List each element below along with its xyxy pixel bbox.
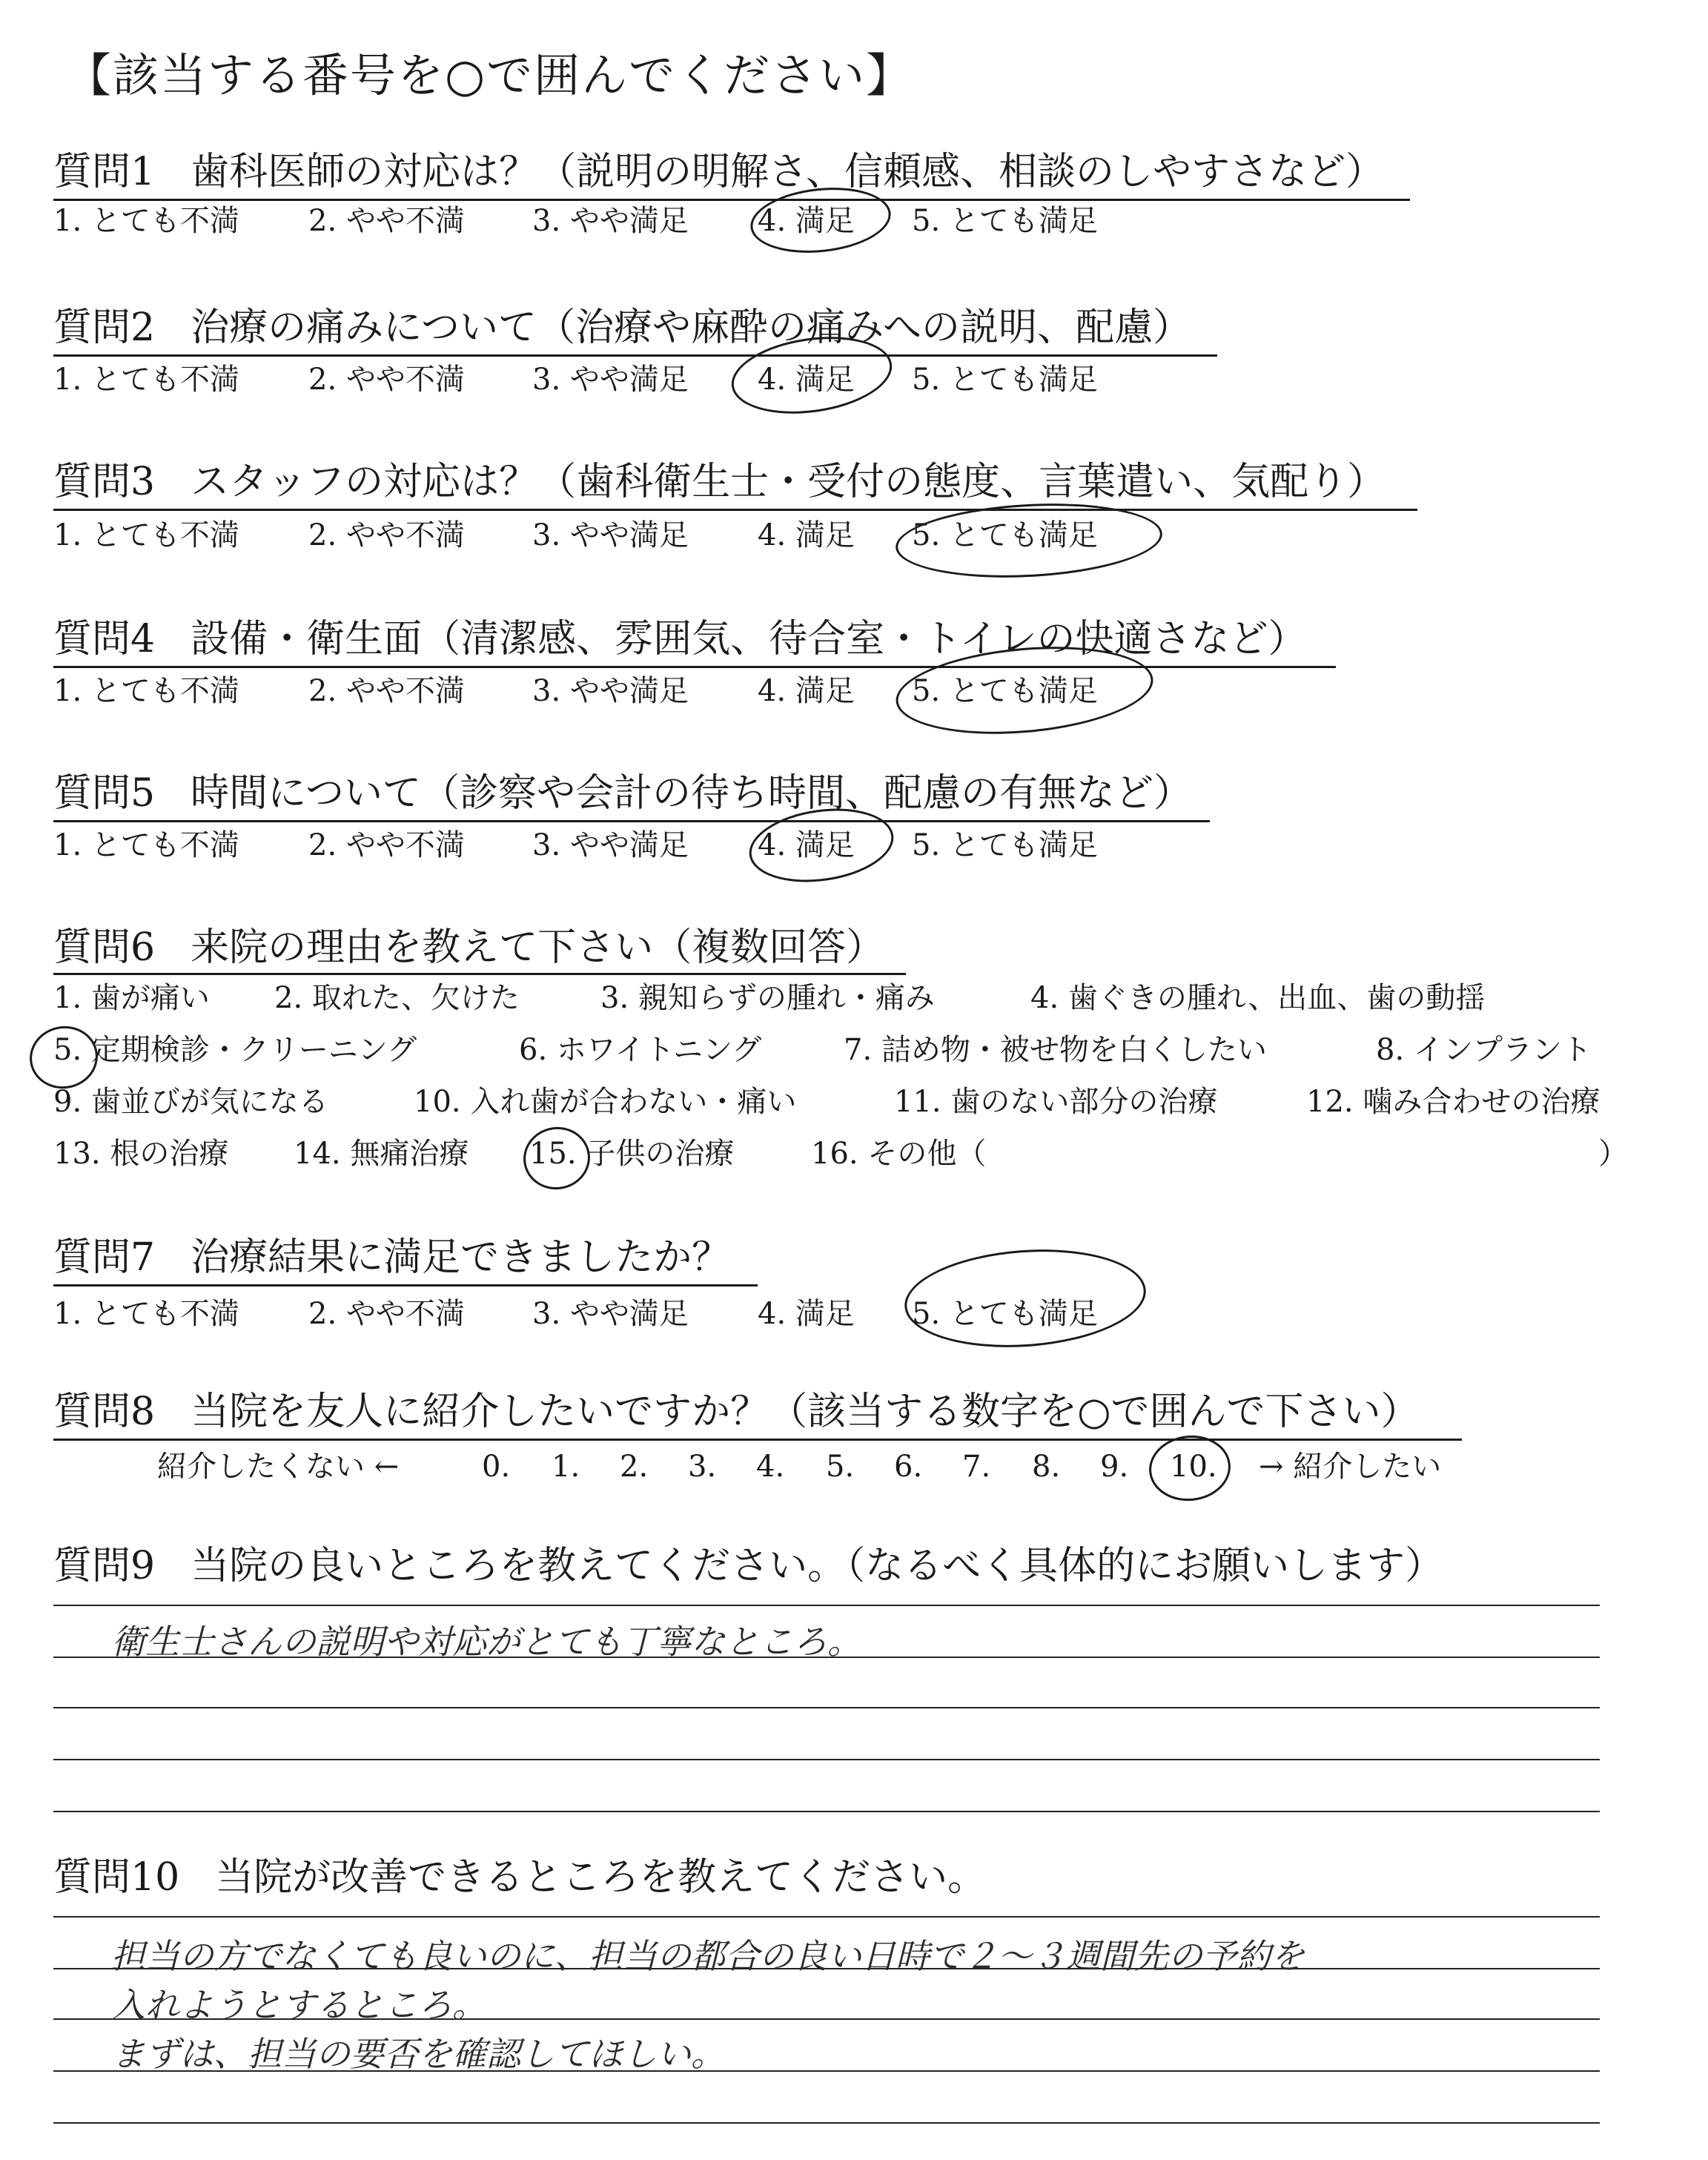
q8-option-0[interactable]: 0. xyxy=(482,1450,511,1484)
q8-option-5[interactable]: 5. xyxy=(826,1450,855,1484)
question-1-label: 質問1 xyxy=(53,150,156,194)
question-6-underline xyxy=(53,973,906,975)
question-1-underline xyxy=(53,199,1410,201)
question-9-label: 質問9 xyxy=(53,1544,156,1588)
question-6-label: 質問6 xyxy=(53,925,156,970)
question-10-label: 質問10 xyxy=(53,1855,180,1900)
q9-answer-line xyxy=(53,1605,1600,1606)
question-2-text: 治療の痛みについて（治療や麻酔の痛みへの説明、配慮） xyxy=(191,305,1192,350)
q7-option-1[interactable]: 1. とても不満 xyxy=(53,1297,239,1331)
question-7 xyxy=(53,1234,730,1281)
question-8-underline xyxy=(53,1439,1462,1441)
q10-answer-line xyxy=(53,1916,1600,1918)
question-7-underline xyxy=(53,1284,758,1287)
question-2 xyxy=(53,304,1191,351)
q1-option-3[interactable]: 3. やや満足 xyxy=(532,204,689,238)
q6-option-13[interactable]: 13. 根の治療 xyxy=(53,1137,229,1171)
q4-option-4[interactable]: 4. 満足 xyxy=(758,674,855,708)
q2-option-4[interactable]: 4. 満足 xyxy=(758,363,855,397)
q4-option-3[interactable]: 3. やや満足 xyxy=(532,674,689,708)
question-10 xyxy=(53,1854,986,1901)
q8-option-9[interactable]: 9. xyxy=(1100,1450,1129,1484)
q8-option-6[interactable]: 6. xyxy=(894,1450,923,1484)
q6-option-9[interactable]: 9. 歯並びが気になる xyxy=(53,1085,328,1119)
q2-option-2[interactable]: 2. やや不満 xyxy=(308,363,465,397)
q7-option-3[interactable]: 3. やや満足 xyxy=(532,1297,689,1331)
question-9-text: 当院の良いところを教えてください。（なるべく具体的にお願いします） xyxy=(191,1544,1444,1588)
q10-handwritten-answer-line-1: 担当の方でなくても良いのに、担当の都合の良い日時で２〜３週間先の予約を xyxy=(111,1936,1305,1976)
question-5-text: 時間について（診察や会計の待ち時間、配慮の有無など） xyxy=(191,771,1193,816)
q8-option-4[interactable]: 4. xyxy=(756,1450,785,1484)
question-3-underline xyxy=(53,509,1417,511)
question-2-label: 質問2 xyxy=(53,305,156,350)
question-3-label: 質問3 xyxy=(53,460,156,504)
question-6-text: 来院の理由を教えて下さい（複数回答） xyxy=(191,925,885,970)
q7-option-5[interactable]: 5. とても満足 xyxy=(912,1297,1098,1331)
q3-option-3[interactable]: 3. やや満足 xyxy=(532,518,689,552)
q3-option-1[interactable]: 1. とても不満 xyxy=(53,518,239,552)
question-4-label: 質問4 xyxy=(53,617,156,661)
q6-option-4[interactable]: 4. 歯ぐきの腫れ、出血、歯の動揺 xyxy=(1030,981,1486,1015)
question-2-underline xyxy=(53,354,1217,357)
question-3-text: スタッフの対応は？（歯科衛生士・受付の態度、言葉遣い、気配り） xyxy=(191,460,1386,504)
q2-option-5[interactable]: 5. とても満足 xyxy=(912,363,1098,397)
q8-option-1[interactable]: 1. xyxy=(552,1450,580,1484)
q6-option-12[interactable]: 12. 噛み合わせの治療 xyxy=(1306,1085,1601,1119)
q9-answer-line xyxy=(53,1811,1600,1812)
q1-option-2[interactable]: 2. やや不満 xyxy=(308,204,465,238)
q10-handwritten-answer-line-2: 入れようとするところ。 xyxy=(111,1985,486,2025)
q6-option-6[interactable]: 6. ホワイトニング xyxy=(519,1033,762,1067)
question-3 xyxy=(53,458,1386,506)
q8-right-label: → 紹介したい xyxy=(1259,1450,1442,1484)
q1-option-1[interactable]: 1. とても不満 xyxy=(53,204,239,238)
q6-option-7[interactable]: 7. 詰め物・被せ物を白くしたい xyxy=(844,1033,1267,1067)
q10-answer-line xyxy=(53,2122,1600,2124)
question-5-underline xyxy=(53,820,1210,822)
q8-option-8[interactable]: 8. xyxy=(1032,1450,1061,1484)
q6-option-16[interactable]: 16. その他（ xyxy=(811,1137,987,1171)
question-4-text: 設備・衛生面（清潔感、雰囲気、待合室・トイレの快適さなど） xyxy=(191,617,1307,661)
q8-option-10[interactable]: 10. xyxy=(1170,1450,1217,1484)
question-3-options xyxy=(0,516,1708,561)
q6-option-3[interactable]: 3. 親知らずの腫れ・痛み xyxy=(600,981,935,1015)
question-6-options xyxy=(0,979,1708,1186)
question-7-label: 質問7 xyxy=(53,1235,156,1280)
q6-option-5[interactable]: 5. 定期検診・クリーニング xyxy=(53,1033,417,1067)
question-7-text: 治療結果に満足できましたか？ xyxy=(191,1235,731,1280)
q1-option-5[interactable]: 5. とても満足 xyxy=(912,204,1098,238)
q5-option-3[interactable]: 3. やや満足 xyxy=(532,828,689,862)
q5-option-2[interactable]: 2. やや不満 xyxy=(308,828,465,862)
question-1 xyxy=(53,148,1384,196)
q8-left-label: 紹介したくない ← xyxy=(157,1450,400,1484)
q9-answer-line xyxy=(53,1707,1600,1708)
question-8-scale xyxy=(0,1447,1708,1492)
question-9 xyxy=(53,1542,1443,1590)
q4-option-2[interactable]: 2. やや不満 xyxy=(308,674,465,708)
question-5 xyxy=(53,770,1192,817)
question-1-text: 歯科医師の対応は？（説明の明解さ、信頼感、相談のしやすさなど） xyxy=(191,150,1385,194)
question-7-options xyxy=(0,1295,1708,1339)
q6-option-2[interactable]: 2. 取れた、欠けた xyxy=(274,981,520,1015)
q8-option-3[interactable]: 3. xyxy=(688,1450,717,1484)
q6-option-15[interactable]: 15. 子供の治療 xyxy=(529,1137,735,1171)
question-8 xyxy=(53,1388,1419,1436)
question-6 xyxy=(53,924,884,971)
q5-option-1[interactable]: 1. とても不満 xyxy=(53,828,239,862)
q10-handwritten-answer-line-3: まずは、担当の要否を確認してほしい。 xyxy=(111,2034,725,2074)
question-10-text: 当院が改善できるところを教えてください。 xyxy=(215,1855,987,1900)
q7-option-2[interactable]: 2. やや不満 xyxy=(308,1297,465,1331)
q4-option-5[interactable]: 5. とても満足 xyxy=(912,674,1098,708)
q2-option-1[interactable]: 1. とても不満 xyxy=(53,363,239,397)
q6-option-1[interactable]: 1. 歯が痛い xyxy=(53,981,210,1015)
q9-handwritten-answer: 衛生士さんの説明や対応がとても丁寧なところ。 xyxy=(111,1622,861,1662)
question-4-options xyxy=(0,672,1708,716)
q3-option-5[interactable]: 5. とても満足 xyxy=(912,518,1098,552)
question-8-text: 当院を友人に紹介したいですか？（該当する数字を○で囲んで下さい） xyxy=(191,1390,1420,1434)
q9-answer-line xyxy=(53,1759,1600,1760)
question-5-label: 質問5 xyxy=(53,771,156,816)
q8-option-2[interactable]: 2. xyxy=(620,1450,649,1484)
q6-other-close-paren: ） xyxy=(1598,1137,1628,1171)
q3-option-2[interactable]: 2. やや不満 xyxy=(308,518,465,552)
q8-option-7[interactable]: 7. xyxy=(962,1450,991,1484)
q8-selected-circle xyxy=(1146,1431,1234,1505)
q6-option-11[interactable]: 11. 歯のない部分の治療 xyxy=(894,1085,1218,1119)
question-8-label: 質問8 xyxy=(53,1390,156,1434)
q2-option-3[interactable]: 3. やや満足 xyxy=(532,363,689,397)
q3-option-4[interactable]: 4. 満足 xyxy=(758,518,855,552)
q5-option-4[interactable]: 4. 満足 xyxy=(758,828,855,862)
q6-option-10[interactable]: 10. 入れ歯が合わない・痛い xyxy=(414,1085,797,1119)
q4-option-1[interactable]: 1. とても不満 xyxy=(53,674,239,708)
q7-option-4[interactable]: 4. 満足 xyxy=(758,1297,855,1331)
page-title: 【該当する番号を○で囲んでください】 xyxy=(65,48,914,102)
q6-option-14[interactable]: 14. 無痛治療 xyxy=(294,1137,469,1171)
q1-option-4[interactable]: 4. 満足 xyxy=(758,204,855,238)
q6-option-8[interactable]: 8. インプラント xyxy=(1376,1033,1592,1067)
q5-option-5[interactable]: 5. とても満足 xyxy=(912,828,1098,862)
